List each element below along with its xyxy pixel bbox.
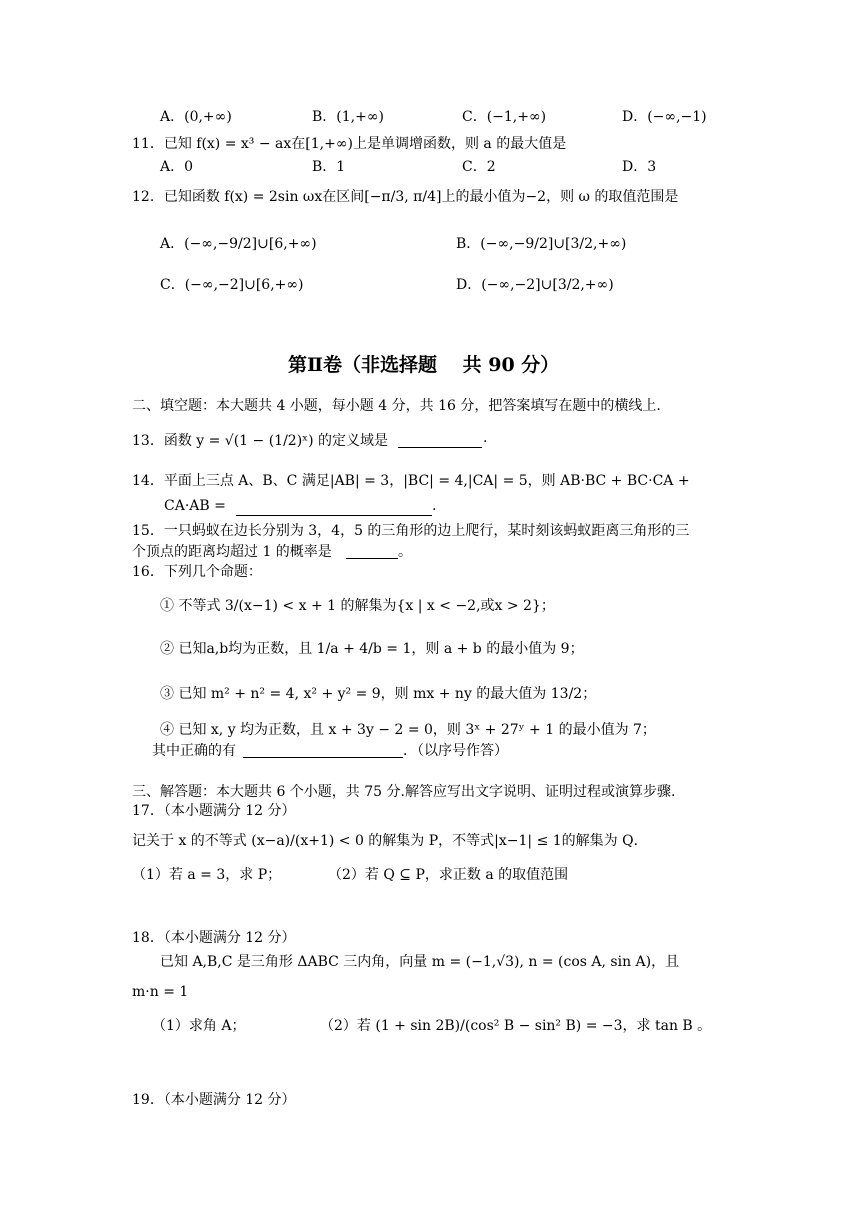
- q10-option-b: B．(1,+∞): [312, 109, 384, 125]
- part-3-heading: 三、解答题：本大题共 6 个小题，共 75 分.解答应写出文字说明、证明过程或演算步骤.: [132, 784, 676, 800]
- q14-period: .: [432, 498, 437, 514]
- q12-option-d: D．(−∞,−2]∪[3/2,+∞): [456, 277, 614, 293]
- q18-header: 18．（本小题满分 12 分）: [132, 930, 296, 946]
- q14-line-2: CA·AB =: [164, 498, 226, 514]
- section-2-title: 第Ⅱ卷（非选择题 共 90 分）: [288, 354, 560, 376]
- q17-sub-1: （1）若 a = 3，求 P；: [132, 867, 282, 883]
- q12-option-a: A．(−∞,−9/2]∪[6,+∞): [160, 236, 317, 252]
- q11-option-c: C．2: [462, 159, 496, 175]
- q12-option-c: C．(−∞,−2]∪[6,+∞): [160, 277, 304, 293]
- q18-sub-1: （1）求角 A；: [152, 1018, 246, 1034]
- q13-answer-blank[interactable]: [398, 430, 482, 448]
- q19-header: 19．（本小题满分 12 分）: [132, 1092, 296, 1108]
- q10-option-a: A．(0,+∞): [160, 109, 232, 125]
- q10-option-c: C．(−1,+∞): [462, 109, 547, 125]
- q15-answer-blank[interactable]: [346, 541, 398, 559]
- q11-option-a: A．0: [160, 159, 194, 175]
- q11-stem: 11．已知 f(x) = x³ − ax在[1,+∞)上是单调增函数，则 a 的最大值是: [132, 136, 567, 152]
- q15-line-1: 15．一只蚂蚁在边长分别为 3，4，5 的三角形的边上爬行，某时刻该蚂蚁距离三角形的三: [132, 523, 690, 539]
- q15-end: 。: [398, 544, 412, 560]
- q16-item-2: ② 已知a,b均为正数，且 1/a + 4/b = 1，则 a + b 的最小值为 9；: [160, 641, 584, 657]
- q13-period: .: [483, 430, 488, 446]
- q14-line-1: 14．平面上三点 A、B、C 满足|AB| = 3，|BC| = 4,|CA| = 5，则 AB·BC + BC·CA +: [132, 473, 690, 489]
- q14-answer-blank[interactable]: [236, 498, 432, 516]
- q17-stem: 记关于 x 的不等式 (x−a)/(x+1) < 0 的解集为 P，不等式|x−1| ≤ 1的解集为 Q．: [132, 833, 648, 849]
- q16-answer-label: 其中正确的有: [152, 743, 236, 759]
- q16-item-4: ④ 已知 x, y 均为正数，且 x + 3y − 2 = 0，则 3ˣ + 27ʸ + 1 的最小值为 7；: [160, 722, 656, 738]
- q10-option-d: D．(−∞,−1): [622, 109, 707, 125]
- q16-answer-blank[interactable]: [243, 740, 403, 758]
- q15-line-2: 个顶点的距离均超过 1 的概率是: [132, 544, 332, 560]
- part-2-heading: 二、填空题：本大题共 4 小题，每小题 4 分，共 16 分，把答案填写在题中的横线上.: [132, 398, 661, 414]
- q16-item-1: ① 不等式 3/(x−1) < x + 1 的解集为{x | x < −2,或x > 2}；: [160, 598, 555, 614]
- q17-sub-2: （2）若 Q ⊆ P，求正数 a 的取值范围: [328, 867, 569, 883]
- q18-stem-2: m·n = 1: [132, 984, 189, 1000]
- q18-stem: 已知 A,B,C 是三角形 ΔABC 三内角，向量 m = (−1,√3), n = (cos A, sin A)，且: [160, 954, 680, 970]
- q12-option-b: B．(−∞,−9/2]∪[3/2,+∞): [456, 236, 627, 252]
- q12-stem: 12．已知函数 f(x) = 2sin ωx在区间[−π/3, π/4]上的最小值为−2，则 ω 的取值范围是: [132, 189, 679, 205]
- q16-intro: 16．下列几个命题：: [132, 564, 262, 580]
- q17-header: 17．（本小题满分 12 分）: [132, 803, 296, 819]
- q18-sub-2: （2）若 (1 + sin 2B)/(cos² B − sin² B) = −3，求 tan B 。: [320, 1018, 712, 1034]
- q16-item-3: ③ 已知 m² + n² = 4, x² + y² = 9，则 mx + ny 的最大值为 13/2；: [160, 686, 597, 702]
- q13-stem: 13．函数 y = √(1 − (1/2)ˣ) 的定义域是: [132, 433, 389, 449]
- q11-option-b: B．1: [312, 159, 346, 175]
- q11-option-d: D．3: [622, 159, 657, 175]
- q16-answer-note: ．（以序号作答）: [403, 743, 508, 759]
